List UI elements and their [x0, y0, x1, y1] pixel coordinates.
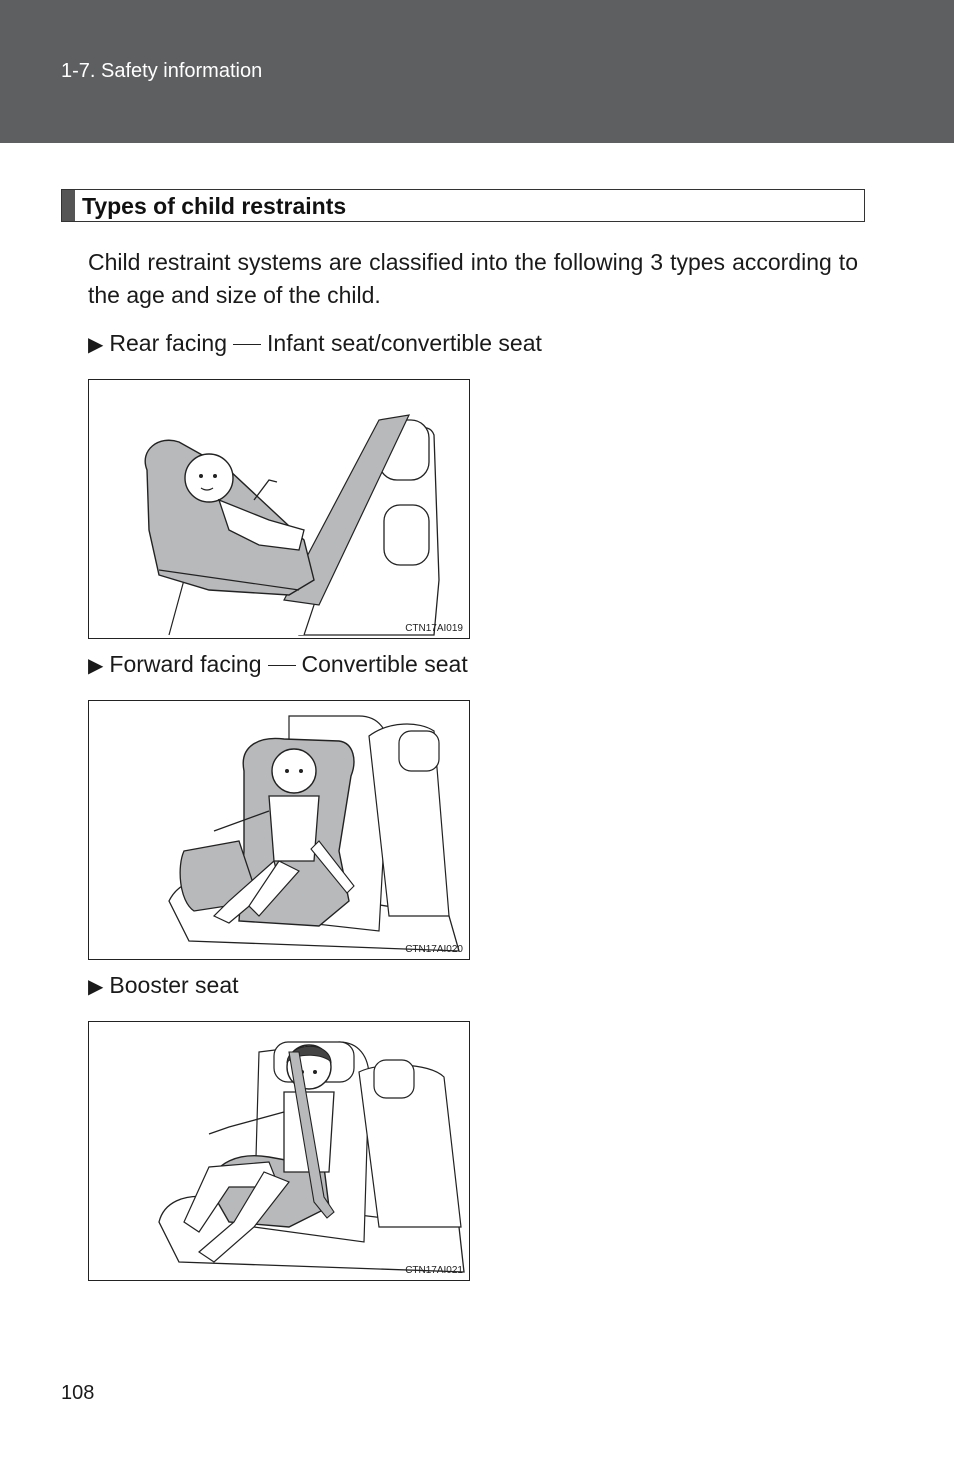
- dash-divider: [233, 344, 261, 345]
- heading-title: Types of child restraints: [82, 193, 347, 219]
- forward-facing-illustration: [89, 701, 469, 959]
- page-header: [0, 0, 954, 143]
- arrow-icon: ▶: [88, 334, 104, 356]
- item-rear-facing: [88, 330, 542, 357]
- section-heading: [61, 189, 865, 222]
- item-forward-facing: [88, 651, 468, 678]
- figure-forward-facing: [88, 700, 470, 960]
- page-number: 108: [61, 1382, 95, 1404]
- figure-booster-seat: [88, 1021, 470, 1281]
- item-detail: Infant seat/convertible seat: [267, 330, 542, 356]
- arrow-icon: ▶: [88, 976, 104, 998]
- figure-code: CTN17AI020: [405, 944, 463, 955]
- figure-code: CTN17AI019: [405, 623, 463, 634]
- item-label: Forward facing: [109, 651, 262, 677]
- section-label: 1-7. Safety information: [61, 60, 263, 82]
- dash-divider: [268, 665, 296, 666]
- heading-bar: [62, 190, 75, 221]
- arrow-icon: ▶: [88, 655, 104, 677]
- booster-seat-illustration: [89, 1022, 469, 1280]
- item-booster-seat: [88, 972, 239, 999]
- item-label: Booster seat: [109, 972, 239, 998]
- rear-facing-illustration: [89, 380, 469, 638]
- item-label: Rear facing: [109, 330, 228, 356]
- intro-paragraph: Child restraint systems are classified into the following 3 types according to the age and size of the child.: [88, 249, 858, 308]
- figure-rear-facing: [88, 379, 470, 639]
- figure-code: CTN17AI021: [405, 1265, 463, 1276]
- item-detail: Convertible seat: [301, 651, 468, 677]
